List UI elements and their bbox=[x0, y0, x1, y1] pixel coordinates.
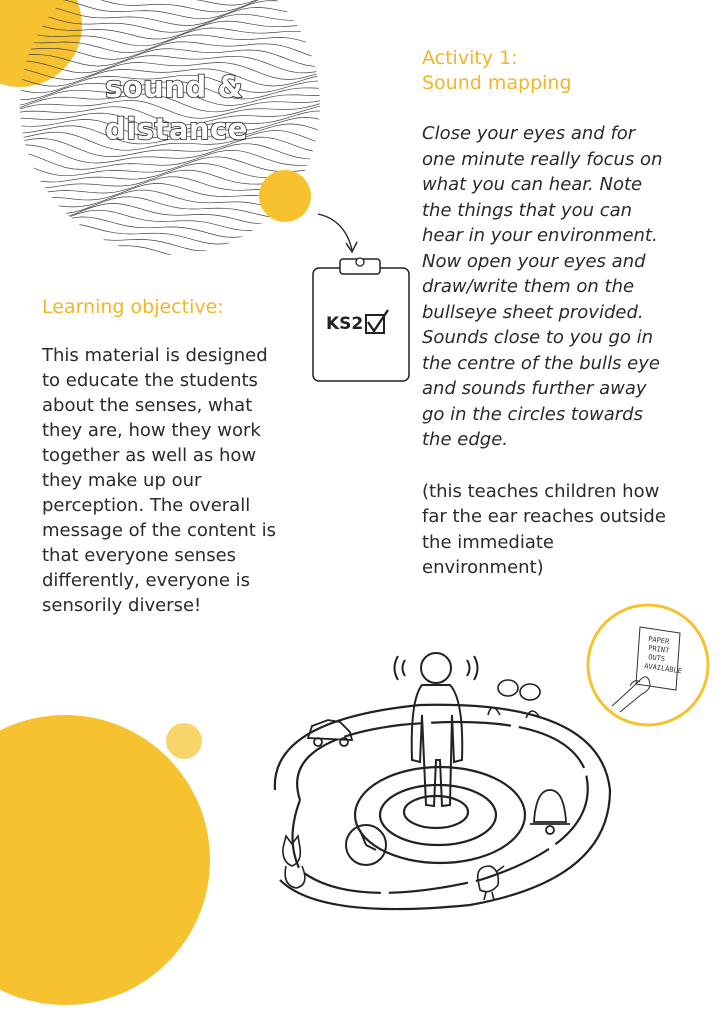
text-line: hear in your environment. bbox=[422, 225, 658, 246]
paper-note-line-2: PRINT bbox=[647, 644, 670, 655]
text-line: what you can hear. Note bbox=[422, 174, 643, 195]
text-line: This material is designed bbox=[42, 345, 268, 366]
paper-printouts-badge bbox=[588, 605, 708, 725]
activity-note bbox=[422, 479, 717, 581]
learning-objective-heading: Learning objective: bbox=[42, 296, 224, 318]
bell-icon bbox=[530, 790, 570, 834]
text-line: one minute really focus on bbox=[422, 148, 663, 170]
title-line-2: distance bbox=[105, 112, 248, 146]
activity-heading-title: Sound mapping bbox=[422, 72, 572, 94]
text-line: perception. The overall bbox=[42, 495, 251, 516]
paper-note-line-4: AVAILABLE bbox=[643, 662, 683, 676]
paper-note-line-3: OUTS bbox=[647, 653, 666, 664]
title-line-1: sound & bbox=[105, 70, 244, 104]
text-line: Now open your eyes and bbox=[422, 250, 646, 272]
text-line: bullseye sheet provided. bbox=[422, 301, 644, 323]
text-line: about the senses, what bbox=[42, 395, 253, 416]
text-line: environment) bbox=[422, 557, 544, 578]
text-line: the immediate bbox=[422, 531, 554, 553]
text-line: Close your eyes and for bbox=[422, 123, 636, 144]
paper-note-line-1: PAPER bbox=[647, 635, 670, 646]
yellow-circle-bottom-left bbox=[0, 715, 210, 1005]
text-line: the things that you can bbox=[422, 199, 633, 221]
activity-heading-number: Activity 1: bbox=[422, 47, 518, 69]
learning-objective-text bbox=[42, 343, 312, 618]
ks2-label: KS2 bbox=[326, 314, 364, 334]
clock-icon bbox=[346, 825, 386, 865]
text-line: (this teaches children how bbox=[422, 480, 660, 502]
cat-icon bbox=[283, 836, 305, 888]
text-line: that everyone senses bbox=[42, 545, 237, 566]
text-line: draw/write them on the bbox=[422, 276, 635, 297]
text-line: differently, everyone is bbox=[42, 570, 250, 591]
bullseye-illustration bbox=[275, 653, 610, 909]
bird-icon bbox=[478, 866, 504, 900]
yellow-circle-small bbox=[259, 170, 311, 222]
text-line: they are, how they work bbox=[42, 420, 261, 441]
text-line: far the ear reaches outside bbox=[422, 506, 666, 527]
text-line: Sounds close to you go in bbox=[422, 327, 654, 348]
text-line: together as well as how bbox=[42, 445, 257, 466]
text-line: they make up our bbox=[42, 470, 202, 491]
learning-objective-section bbox=[42, 295, 312, 618]
text-line: and sounds further away bbox=[422, 378, 647, 399]
text-line: sensorily diverse! bbox=[42, 595, 202, 616]
text-line: go in the circles towards bbox=[422, 403, 643, 425]
text-line: to educate the students bbox=[42, 370, 258, 391]
yellow-circle-bottom-small bbox=[166, 723, 202, 759]
text-line: message of the content is bbox=[42, 520, 276, 541]
text-line: the centre of the bulls eye bbox=[422, 352, 660, 374]
people-talking-icon bbox=[488, 680, 540, 718]
activity-instructions bbox=[422, 121, 717, 453]
activity-section bbox=[422, 46, 717, 581]
person-figure-icon bbox=[395, 653, 478, 806]
text-line: the edge. bbox=[422, 429, 508, 450]
